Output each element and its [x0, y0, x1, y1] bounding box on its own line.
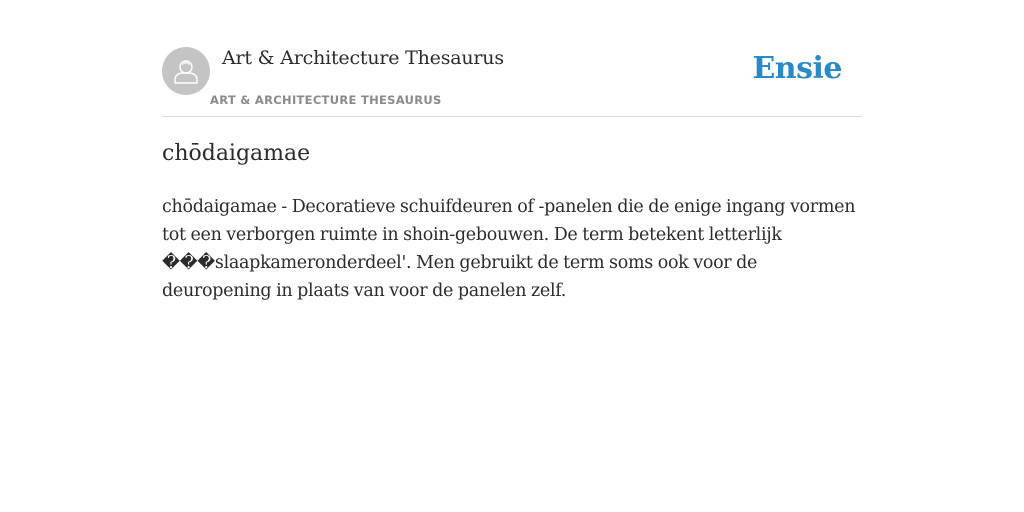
brand-logo[interactable]: Ensie — [752, 51, 842, 86]
entry-header — [162, 0, 862, 117]
user-icon — [162, 47, 210, 95]
page-container — [162, 0, 862, 512]
avatar[interactable] — [162, 47, 210, 95]
source-subtitle[interactable]: ART & ARCHITECTURE THESAURUS — [210, 93, 442, 107]
term-heading: chōdaigamae — [162, 141, 311, 166]
definition-text: chōdaigamae - Decoratieve schuifdeuren of -panelen die de enige ingang vormen tot een verborgen ruimte in shoin-gebouwen. De term betekent letterlijk ���slaapkameronderdeel'. Men gebruikt de term soms ook voor de deuropening in plaats van voor de panelen zelf. — [162, 197, 856, 301]
source-title[interactable]: Art & Architecture Thesaurus — [222, 47, 504, 69]
